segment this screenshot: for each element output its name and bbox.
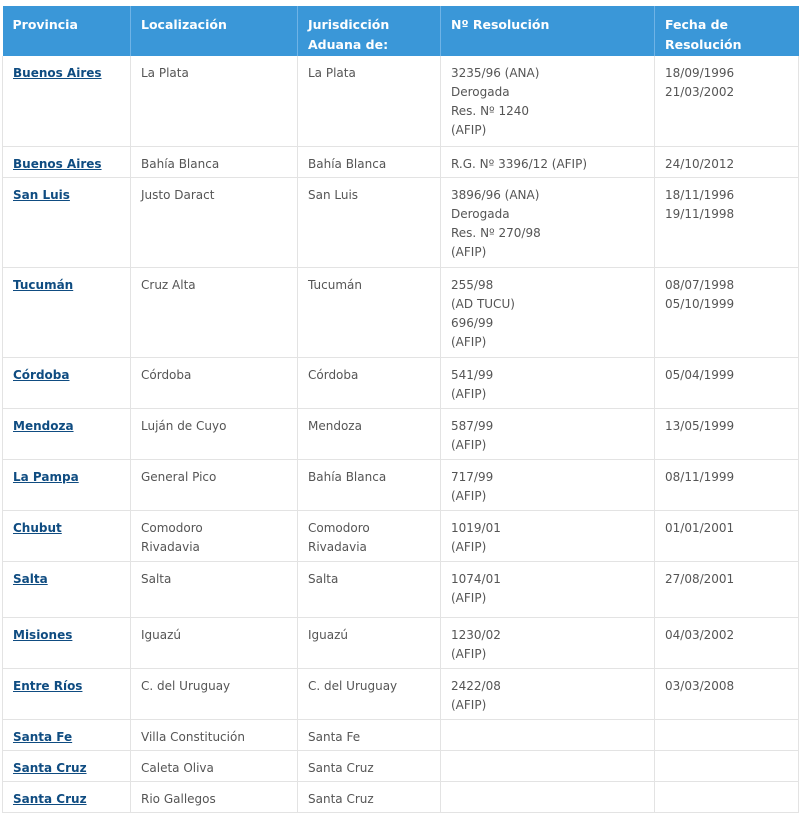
cell-fecha-line: 19/11/1998 (665, 206, 735, 221)
cell-fecha (655, 719, 799, 750)
cell-fecha (655, 459, 799, 510)
cell-localizacion-line: Salta (141, 571, 172, 586)
table-row (3, 668, 799, 719)
cell-fecha-line: 13/05/1999 (665, 418, 735, 433)
cell-jurisdiccion (298, 668, 441, 719)
table-row (3, 781, 799, 812)
cell-fecha (655, 146, 799, 177)
cell-jurisdiccion-line: Bahía Blanca (308, 469, 387, 484)
provincia-link[interactable]: Santa Fe (13, 729, 73, 744)
cell-provincia (3, 750, 131, 781)
cell-jurisdiccion-line: La Plata (308, 66, 356, 80)
cell-resolucion-line: (AFIP) (451, 590, 487, 605)
cell-resolucion-line: Derogada (451, 85, 510, 99)
cell-fecha-line: 18/11/1996 (665, 187, 735, 202)
cell-fecha-line: 24/10/2012 (665, 156, 735, 171)
cell-resolucion-line: Res. Nº 1240 (451, 104, 530, 118)
cell-provincia (3, 267, 131, 357)
cell-resolucion (441, 719, 655, 750)
cell-fecha (655, 781, 799, 812)
header-jurisdiccion-text: Jurisdicción Aduana de: (308, 17, 390, 52)
cell-jurisdiccion-line: Mendoza (308, 418, 362, 433)
provincia-link[interactable]: Buenos Aires (13, 66, 102, 80)
cell-localizacion-line: General Pico (141, 469, 217, 484)
cell-localizacion-line: La Plata (141, 66, 189, 80)
table-row (3, 510, 799, 561)
cell-provincia (3, 56, 131, 146)
header-jurisdiccion (298, 6, 441, 56)
cell-resolucion-line: (AFIP) (451, 244, 487, 259)
cell-resolucion (441, 267, 655, 357)
cell-provincia (3, 459, 131, 510)
cell-provincia (3, 617, 131, 668)
header-provincia: Provincia (3, 6, 131, 56)
cell-fecha (655, 561, 799, 617)
cell-localizacion (131, 510, 298, 561)
cell-resolucion-line: (AD TUCU) (451, 296, 515, 311)
cell-localizacion-line: Iguazú (141, 627, 182, 642)
cell-resolucion-line: 3896/96 (ANA) (451, 187, 540, 202)
cell-jurisdiccion-line: Santa Fe (308, 729, 361, 744)
cell-fecha (655, 177, 799, 267)
cell-resolucion-line: 587/99 (451, 418, 494, 433)
cell-provincia (3, 146, 131, 177)
cell-localizacion-line: Rio Gallegos (141, 791, 216, 806)
cell-jurisdiccion (298, 719, 441, 750)
cell-localizacion-line: Bahía Blanca (141, 156, 220, 171)
cell-fecha-line: 08/07/1998 (665, 277, 735, 292)
cell-localizacion (131, 56, 298, 146)
cell-fecha (655, 668, 799, 719)
cell-fecha (655, 510, 799, 561)
cell-resolucion-line: (AFIP) (451, 386, 487, 401)
cell-resolucion-line: 1230/02 (451, 627, 501, 642)
provincia-link[interactable]: Entre Ríos (13, 678, 83, 693)
cell-provincia (3, 177, 131, 267)
cell-provincia (3, 781, 131, 812)
cell-resolucion (441, 177, 655, 267)
cell-resolucion-line: 541/99 (451, 367, 494, 382)
cell-resolucion-line: 3235/96 (ANA) (451, 66, 540, 80)
cell-jurisdiccion (298, 781, 441, 812)
cell-resolucion (441, 56, 655, 146)
cell-localizacion-line: Caleta Oliva (141, 760, 214, 775)
cell-resolucion-line: 2422/08 (451, 678, 501, 693)
cell-localizacion (131, 459, 298, 510)
cell-localizacion (131, 267, 298, 357)
table-header-row (3, 6, 799, 56)
provincia-link[interactable]: Chubut (13, 520, 62, 535)
cell-jurisdiccion (298, 56, 441, 146)
header-fecha: Fecha de Resolución (655, 6, 799, 56)
cell-localizacion (131, 719, 298, 750)
cell-jurisdiccion (298, 357, 441, 408)
cell-resolucion-line: 255/98 (451, 277, 494, 292)
table-row (3, 267, 799, 357)
cell-localizacion-line: C. del Uruguay (141, 678, 231, 693)
cell-jurisdiccion (298, 459, 441, 510)
provincia-link[interactable]: Mendoza (13, 418, 74, 433)
provincia-link[interactable]: La Pampa (13, 469, 79, 484)
table-row (3, 56, 799, 146)
cell-resolucion (441, 146, 655, 177)
cell-resolucion-line: 1074/01 (451, 571, 501, 586)
provincia-link[interactable]: Córdoba (13, 367, 70, 382)
table-row (3, 146, 799, 177)
provincia-link[interactable]: Buenos Aires (13, 156, 102, 171)
cell-localizacion (131, 357, 298, 408)
cell-resolucion-line: (AFIP) (451, 437, 487, 452)
cell-resolucion-line: 717/99 (451, 469, 494, 484)
cell-jurisdiccion-line: Iguazú (308, 627, 349, 642)
cell-localizacion-line: Luján de Cuyo (141, 418, 227, 433)
cell-fecha (655, 750, 799, 781)
cell-fecha-line: 01/01/2001 (665, 520, 735, 535)
cell-localizacion-line: Comodoro (141, 520, 203, 535)
cell-fecha-line: 21/03/2002 (665, 85, 735, 99)
cell-localizacion (131, 177, 298, 267)
cell-localizacion (131, 146, 298, 177)
cell-provincia (3, 668, 131, 719)
cell-jurisdiccion (298, 750, 441, 781)
cell-resolucion-line: (AFIP) (451, 123, 487, 137)
cell-localizacion-line: Justo Daract (141, 187, 215, 202)
cell-jurisdiccion-line: Santa Cruz (308, 791, 374, 806)
cell-resolucion-line: (AFIP) (451, 488, 487, 503)
cell-fecha (655, 408, 799, 459)
table-row (3, 177, 799, 267)
cell-localizacion (131, 617, 298, 668)
cell-provincia (3, 719, 131, 750)
provincia-link[interactable]: Salta (13, 571, 48, 586)
cell-localizacion-line: Cruz Alta (141, 277, 196, 292)
cell-resolucion (441, 561, 655, 617)
zonas-table (2, 6, 799, 813)
cell-jurisdiccion-line: C. del Uruguay (308, 678, 398, 693)
cell-resolucion-line: (AFIP) (451, 697, 487, 712)
cell-resolucion-line: (AFIP) (451, 334, 487, 349)
table-row (3, 459, 799, 510)
cell-resolucion (441, 408, 655, 459)
provincia-link[interactable]: Santa Cruz (13, 760, 87, 775)
cell-fecha-line: 05/10/1999 (665, 296, 735, 311)
table-body (3, 56, 799, 812)
cell-jurisdiccion-line: Salta (308, 571, 339, 586)
cell-jurisdiccion-line: Santa Cruz (308, 760, 374, 775)
header-localizacion: Localización (131, 6, 298, 56)
table-row (3, 617, 799, 668)
cell-jurisdiccion (298, 177, 441, 267)
table-row (3, 408, 799, 459)
cell-localizacion (131, 750, 298, 781)
cell-jurisdiccion-line: Tucumán (308, 277, 362, 292)
cell-jurisdiccion-line: Córdoba (308, 367, 359, 382)
cell-jurisdiccion-line: San Luis (308, 187, 359, 202)
cell-resolucion (441, 668, 655, 719)
cell-jurisdiccion-line: Bahía Blanca (308, 156, 387, 171)
cell-resolucion-line: 696/99 (451, 315, 494, 330)
cell-provincia (3, 357, 131, 408)
cell-resolucion-line: Res. Nº 270/98 (451, 225, 541, 240)
provincia-link[interactable]: San Luis (13, 187, 70, 202)
cell-localizacion (131, 668, 298, 719)
provincia-link[interactable]: Misiones (13, 627, 73, 642)
cell-localizacion (131, 408, 298, 459)
cell-resolucion-line: (AFIP) (451, 539, 487, 554)
cell-fecha (655, 56, 799, 146)
table-row (3, 357, 799, 408)
cell-resolucion (441, 750, 655, 781)
cell-localizacion (131, 561, 298, 617)
provincia-link[interactable]: Santa Cruz (13, 791, 87, 806)
table-row (3, 750, 799, 781)
cell-resolucion (441, 510, 655, 561)
cell-fecha-line: 04/03/2002 (665, 627, 735, 642)
cell-resolucion-line: 1019/01 (451, 520, 501, 535)
cell-localizacion (131, 781, 298, 812)
cell-jurisdiccion (298, 561, 441, 617)
cell-jurisdiccion (298, 617, 441, 668)
cell-fecha (655, 357, 799, 408)
cell-resolucion-line: R.G. Nº 3396/12 (AFIP) (451, 156, 588, 171)
cell-localizacion-line: Rivadavia (141, 539, 200, 554)
cell-jurisdiccion (298, 267, 441, 357)
cell-provincia (3, 510, 131, 561)
cell-fecha (655, 267, 799, 357)
cell-jurisdiccion (298, 510, 441, 561)
header-resolucion: Nº Resolución (441, 6, 655, 56)
cell-resolucion-line: (AFIP) (451, 646, 487, 661)
cell-fecha (655, 617, 799, 668)
cell-resolucion (441, 781, 655, 812)
table-row (3, 719, 799, 750)
cell-jurisdiccion-line: Rivadavia (308, 539, 367, 554)
provincia-link[interactable]: Tucumán (13, 277, 74, 292)
cell-jurisdiccion (298, 146, 441, 177)
table-row (3, 561, 799, 617)
zonas-table-container (2, 6, 798, 813)
cell-provincia (3, 408, 131, 459)
cell-resolucion (441, 459, 655, 510)
cell-resolucion-line: Derogada (451, 206, 510, 221)
cell-fecha-line: 27/08/2001 (665, 571, 735, 586)
cell-resolucion (441, 617, 655, 668)
cell-localizacion-line: Villa Constitución (141, 729, 245, 744)
cell-fecha-line: 05/04/1999 (665, 367, 735, 382)
cell-fecha-line: 08/11/1999 (665, 469, 735, 484)
cell-jurisdiccion (298, 408, 441, 459)
cell-fecha-line: 18/09/1996 (665, 66, 735, 80)
cell-fecha-line: 03/03/2008 (665, 678, 735, 693)
cell-resolucion (441, 357, 655, 408)
cell-localizacion-line: Córdoba (141, 367, 192, 382)
cell-provincia (3, 561, 131, 617)
cell-jurisdiccion-line: Comodoro (308, 520, 370, 535)
